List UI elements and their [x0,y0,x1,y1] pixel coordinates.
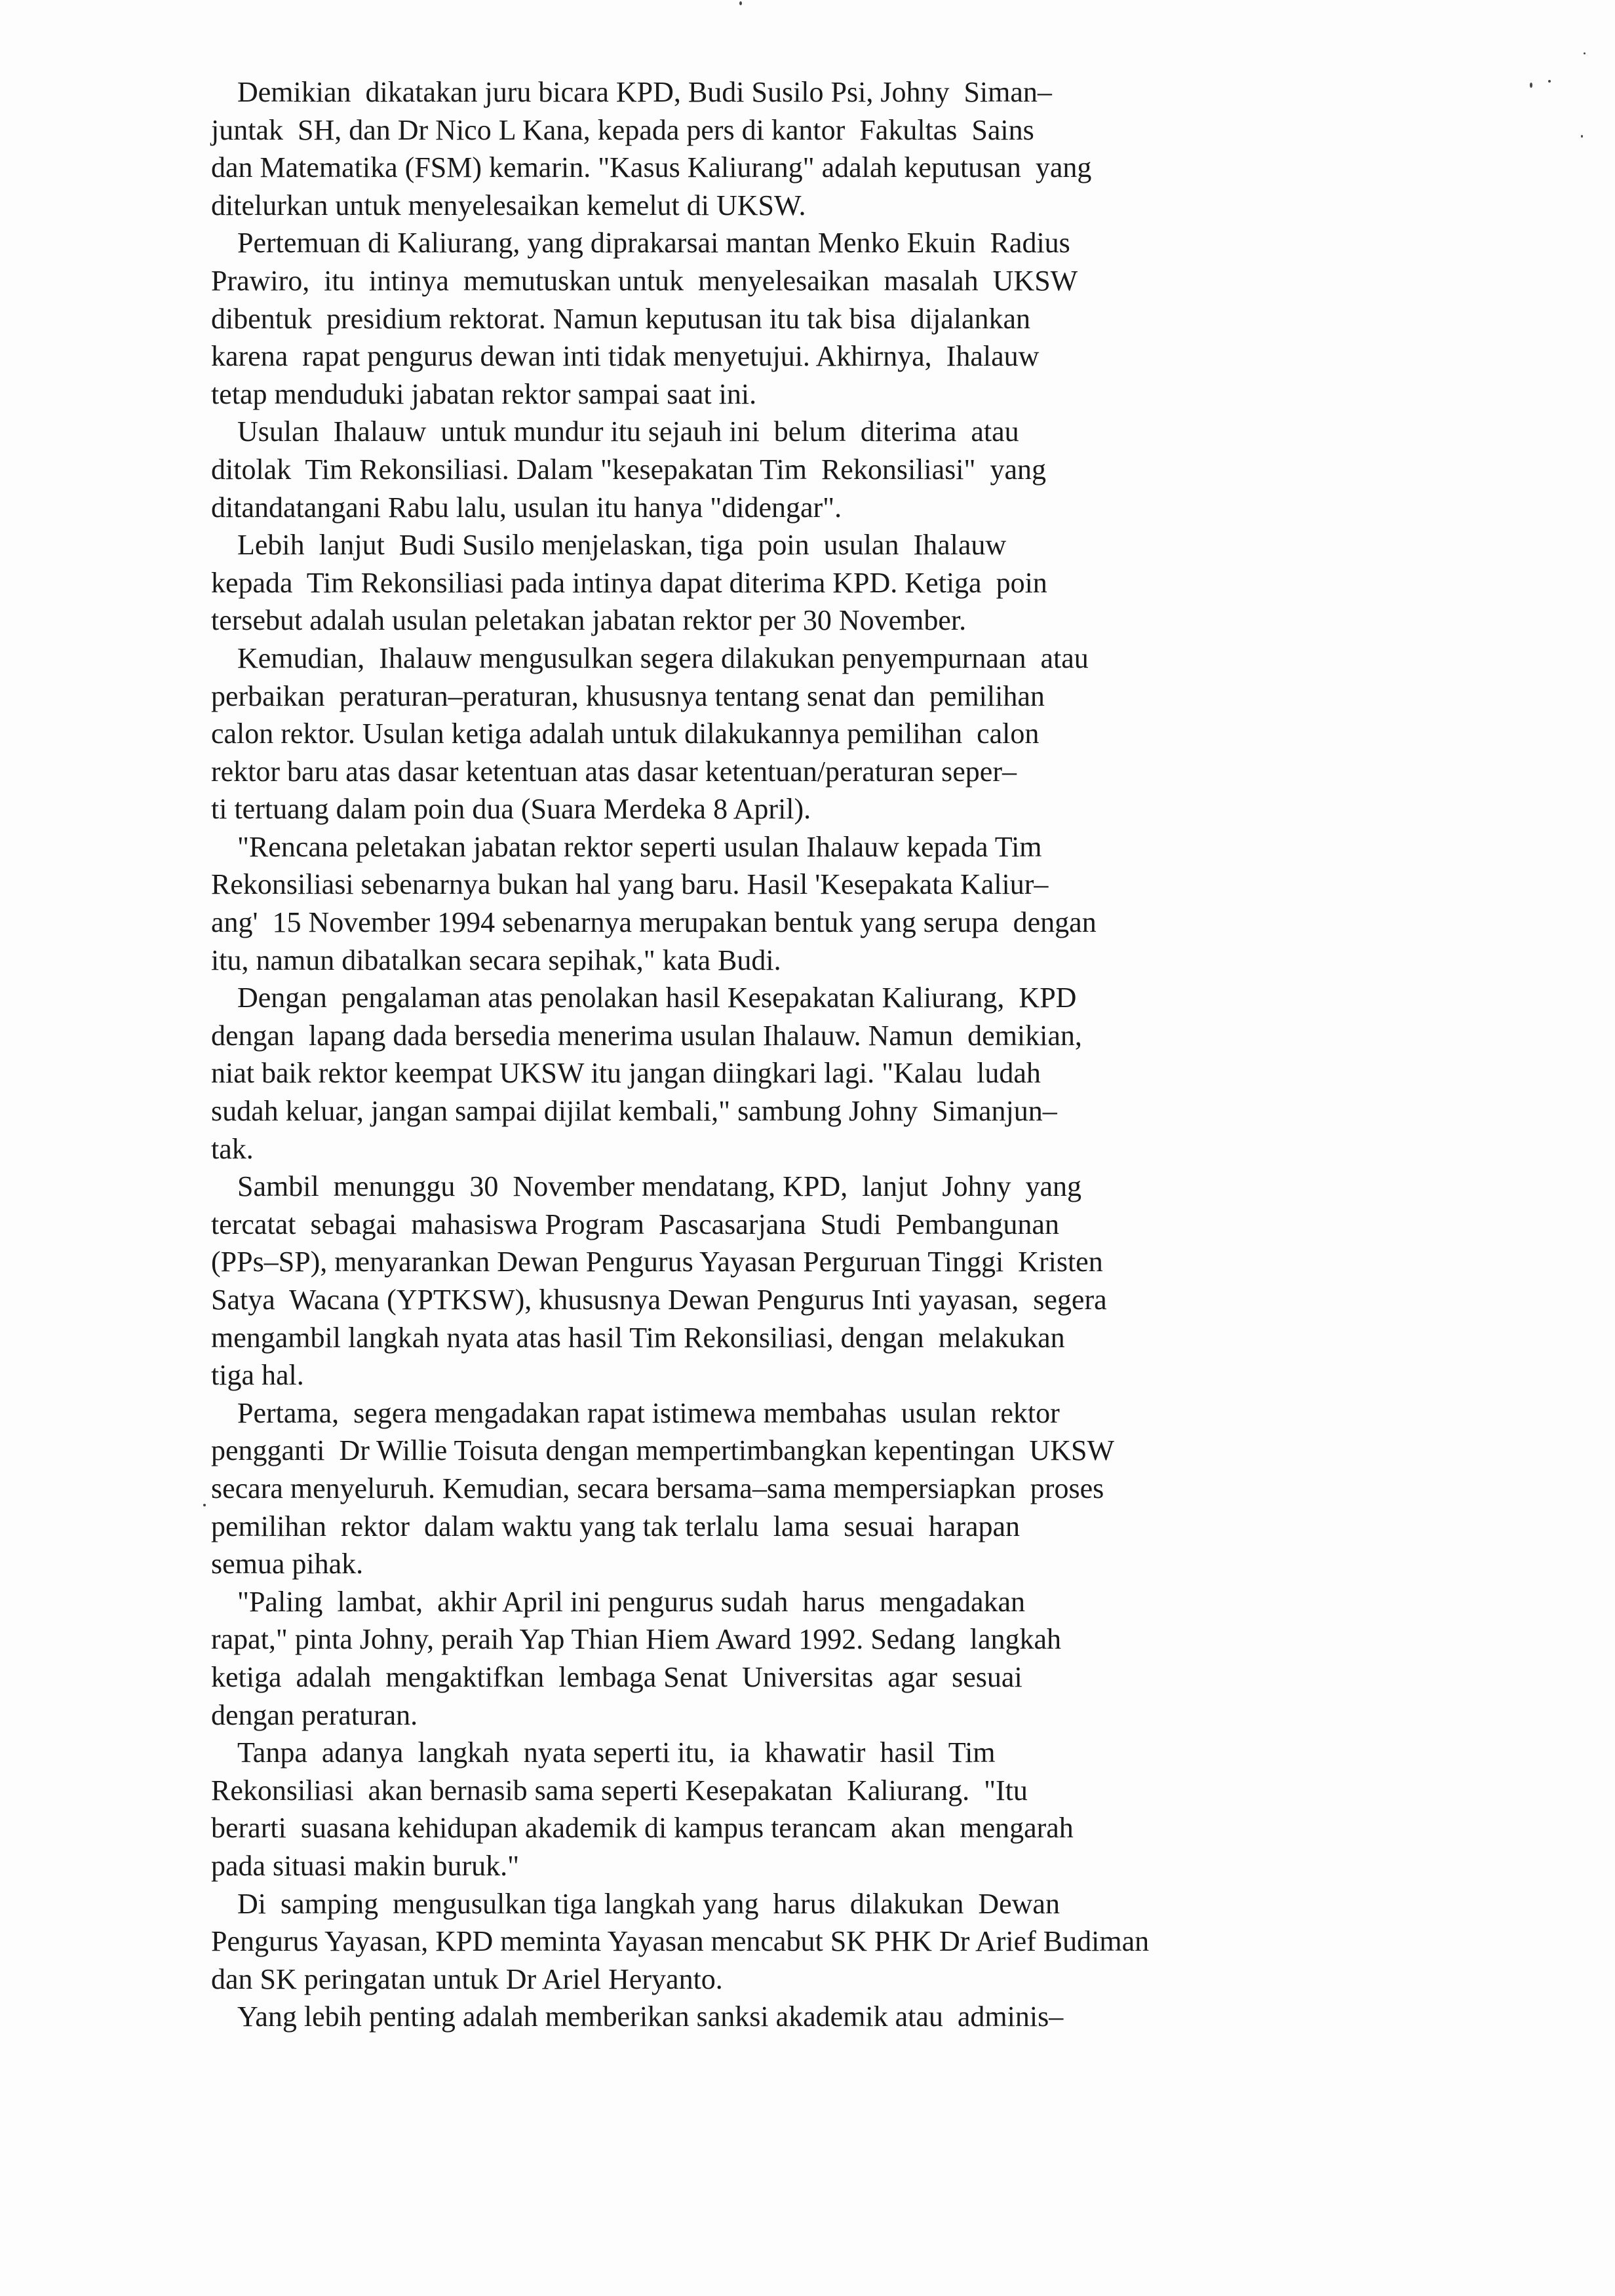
scan-speck [1581,135,1583,138]
text-line: tercatat sebagai mahasiswa Program Pascasarjana Studi Pembangunan [211,1208,1059,1240]
text-line: Usulan Ihalauw untuk mundur itu sejauh ini belum diterima atau [237,415,1019,448]
text-line: Sambil menunggu 30 November mendatang, KPD, lanjut Johny yang [237,1170,1082,1203]
text-line: Yang lebih penting adalah memberikan sanksi akademik atau adminis– [237,2000,1064,2033]
text-line: juntak SH, dan Dr Nico L Kana, kepada pers di kantor Fakultas Sains [211,113,1034,146]
text-line: mengambil langkah nyata atas hasil Tim Rekonsiliasi, dengan melakukan [211,1321,1065,1354]
text-line: rapat," pinta Johny, peraih Yap Thian Hiem Award 1992. Sedang langkah [211,1623,1062,1656]
paragraph [211,1168,1338,1394]
text-line: ditelurkan untuk menyelesaikan kemelut di UKSW. [211,189,806,221]
text-line: niat baik rektor keempat UKSW itu jangan diingkari lagi. "Kalau ludah [211,1057,1041,1090]
text-line: Dengan pengalaman atas penolakan hasil Kesepakatan Kaliurang, KPD [237,982,1077,1014]
text-line: berarti suasana kehidupan akademik di kampus terancam akan mengarah [211,1812,1074,1845]
text-line: dengan peraturan. [211,1698,418,1731]
paragraph [211,828,1338,979]
text-line: Prawiro, itu intinya memutuskan untuk menyelesaikan masalah UKSW [211,264,1078,297]
text-line: rektor baru atas dasar ketentuan atas dasar ketentuan/peraturan seper– [211,755,1017,788]
paragraph [211,413,1338,526]
text-line: calon rektor. Usulan ketiga adalah untuk dilakukannya pemilihan calon [211,718,1040,750]
text-line: "Paling lambat, akhir April ini pengurus sudah harus mengadakan [237,1585,1026,1618]
text-line: Di samping mengusulkan tiga langkah yang harus dilakukan Dewan [237,1887,1060,1920]
text-line: "Rencana peletakan jabatan rektor seperti usulan Ihalauw kepada Tim [237,830,1042,863]
text-line: Pertemuan di Kaliurang, yang diprakarsai mantan Menko Ekuin Radius [237,227,1070,259]
paragraph [211,1998,1338,2036]
text-line: ditolak Tim Rekonsiliasi. Dalam "kesepakatan Tim Rekonsiliasi" yang [211,453,1047,486]
text-line: ketiga adalah mengaktifkan lembaga Senat Universitas agar sesuai [211,1660,1022,1693]
text-line: Rekonsiliasi akan bernasib sama seperti Kesepakatan Kaliurang. "Itu [211,1774,1028,1807]
text-line: tak. [211,1132,254,1165]
article-body [211,73,1338,2036]
text-line: Demikian dikatakan juru bicara KPD, Budi Susilo Psi, Johny Siman– [237,76,1052,108]
text-line: secara menyeluruh. Kemudian, secara bersama–sama mempersiapkan proses [211,1472,1104,1504]
text-line: dan SK peringatan untuk Dr Ariel Heryanto. [211,1962,723,1995]
text-line: dan Matematika (FSM) kemarin. "Kasus Kaliurang" adalah keputusan yang [211,151,1092,184]
text-line: Pengurus Yayasan, KPD meminta Yayasan mencabut SK PHK Dr Arief Budiman [211,1925,1150,1958]
scan-speck [739,1,742,5]
text-line: sudah keluar, jangan sampai dijilat kembali," sambung Johny Simanjun– [211,1095,1057,1128]
paragraph [211,1394,1338,1583]
text-line: ditandatangani Rabu lalu, usulan itu hanya "didengar". [211,491,842,524]
text-line: Satya Wacana (YPTKSW), khususnya Dewan Pengurus Inti yayasan, segera [211,1284,1107,1316]
paragraph [211,640,1338,828]
text-line: pada situasi makin buruk." [211,1849,520,1882]
scan-speck [203,1504,206,1506]
paragraph [211,73,1338,224]
paragraph [211,526,1338,640]
paragraph [211,1734,1338,1885]
text-line: Kemudian, Ihalauw mengusulkan segera dilakukan penyempurnaan atau [237,641,1089,674]
text-line: Lebih lanjut Budi Susilo menjelaskan, tiga poin usulan Ihalauw [237,529,1007,562]
scan-speck [1530,83,1532,88]
text-line: ang' 15 November 1994 sebenarnya merupakan bentuk yang serupa dengan [211,906,1097,939]
text-line: Tanpa adanya langkah nyata seperti itu, ia khawatir hasil Tim [237,1736,996,1769]
text-line: perbaikan peraturan–peraturan, khususnya tentang senat dan pemilihan [211,679,1045,712]
text-line: tersebut adalah usulan peletakan jabatan rektor per 30 November. [211,604,967,637]
text-line: itu, namun dibatalkan secara sepihak," kata Budi. [211,944,781,976]
text-line: Pertama, segera mengadakan rapat istimewa membahas usulan rektor [237,1396,1060,1429]
paragraph [211,224,1338,413]
scan-speck [1584,52,1586,54]
text-line: dengan lapang dada bersedia menerima usulan Ihalauw. Namun demikian, [211,1019,1082,1052]
text-line: ti tertuang dalam poin dua (Suara Merdeka 8 April). [211,793,811,826]
text-line: pengganti Dr Willie Toisuta dengan mempertimbangkan kepentingan UKSW [211,1434,1114,1467]
text-line: tetap menduduki jabatan rektor sampai saat ini. [211,377,757,410]
text-line: Rekonsiliasi sebenarnya bukan hal yang baru. Hasil 'Kesepakata Kaliur– [211,868,1049,901]
text-line: dibentuk presidium rektorat. Namun keputusan itu tak bisa dijalankan [211,302,1031,335]
text-line: kepada Tim Rekonsiliasi pada intinya dapat diterima KPD. Ketiga poin [211,566,1047,599]
paragraph [211,979,1338,1168]
text-line: karena rapat pengurus dewan inti tidak menyetujui. Akhirnya, Ihalauw [211,340,1040,373]
paragraph [211,1885,1338,1999]
text-line: semua pihak. [211,1548,364,1580]
paragraph [211,1583,1338,1734]
text-line: pemilihan rektor dalam waktu yang tak terlalu lama sesuai harapan [211,1510,1020,1542]
text-line: (PPs–SP), menyarankan Dewan Pengurus Yayasan Perguruan Tinggi Kristen [211,1246,1103,1278]
scan-speck [1548,80,1551,83]
text-line: tiga hal. [211,1359,304,1392]
